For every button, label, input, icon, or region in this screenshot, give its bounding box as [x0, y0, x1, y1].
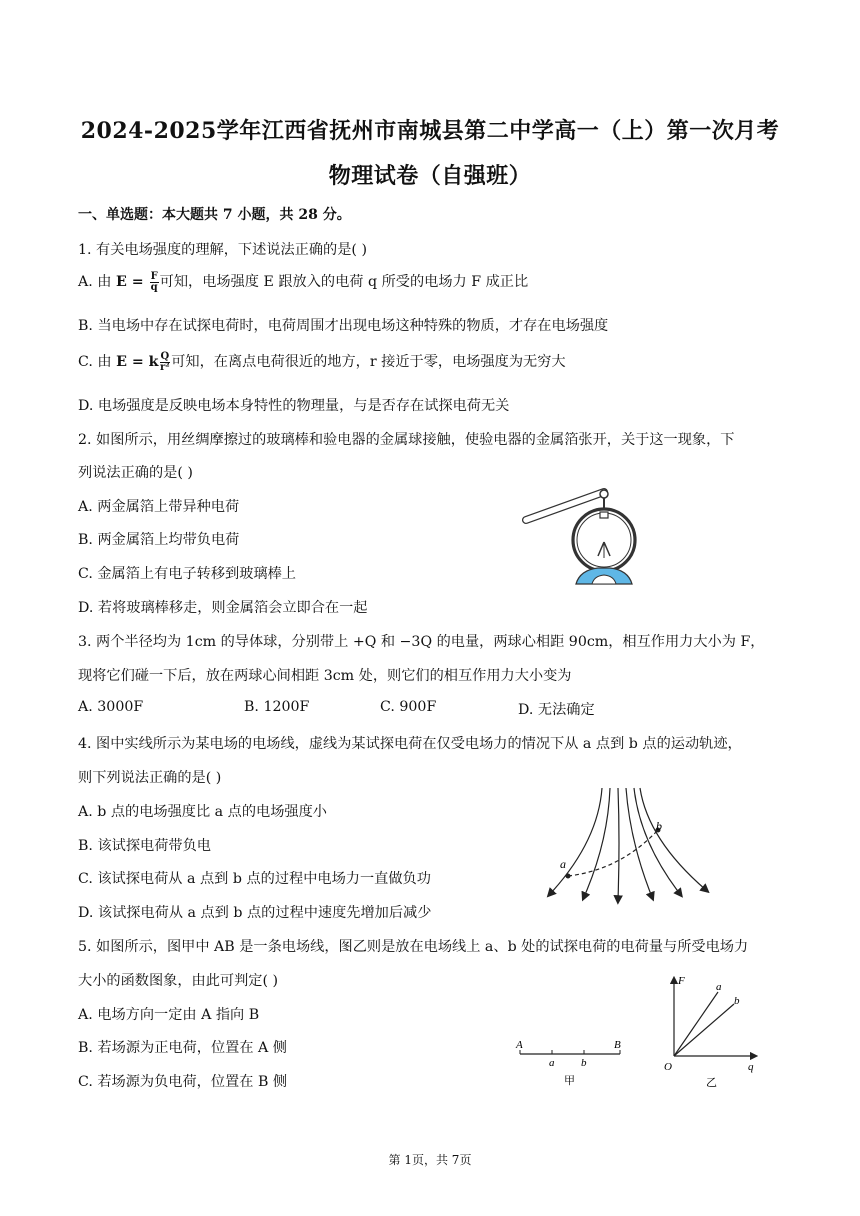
label-jia: 甲	[564, 1074, 575, 1087]
label-q: q	[748, 1061, 754, 1073]
q5-option-b: B. 若场源为正电荷，位置在 A 侧	[78, 1040, 287, 1056]
q3-option-a: A. 3000F	[78, 699, 144, 715]
q4-option-b: B. 该试探电荷带负电	[78, 838, 211, 854]
q2-stem-line1: 2. 如图所示，用丝绸摩擦过的玻璃棒和验电器的金属球接触，使验电器的金属箔张开，关于这一现象，下	[78, 432, 735, 448]
q1-c-prefix: C. 由	[78, 354, 117, 370]
q3-stem-line1: 3. 两个半径均为 1cm 的导体球，分别带上 +Q 和 −3Q 的电量，两球心相距 90cm，相互作用力大小为 F，	[78, 634, 765, 650]
q1-a-text: 可知，电场强度 E 跟放入的电荷 q 所受的电场力 F 成正比	[159, 274, 529, 290]
q1-a-prefix: A. 由	[78, 274, 116, 290]
q3-option-c: C. 900F	[380, 699, 437, 715]
q1-a-frac-den: q	[150, 281, 158, 293]
q5-stem-line1: 5. 如图所示，图甲中 AB 是一条电场线，图乙则是放在电场线上 a、b 处的试探电荷的电荷量与所受电场力	[78, 939, 749, 955]
page-footer: 第 1页，共 7页	[388, 1153, 472, 1167]
q1-c-frac-num: Q	[160, 350, 170, 362]
q3-option-b: B. 1200F	[244, 699, 310, 715]
exam-title-line2: 物理试卷（自强班）	[328, 163, 532, 189]
q4-stem-line2: 则下列说法正确的是( )	[78, 770, 222, 786]
q1-option-b: B. 当电场中存在试探电荷时，电荷周围才出现电场这种特殊的物质，才存在电场强度	[78, 318, 609, 334]
exam-title-line1: 2024-2025学年江西省抚州市南城县第二中学高一（上）第一次月考	[80, 118, 780, 144]
q5-option-a: A. 电场方向一定由 A 指向 B	[78, 1007, 260, 1023]
q5-stem-line2: 大小的函数图象，由此可判定( )	[78, 973, 279, 989]
label-a: a	[560, 857, 566, 871]
q4-stem-line1: 4. 图中实线所示为某电场的电场线，虚线为某试探电荷在仅受电场力的情况下从 a 点到 b 点的运动轨迹，	[78, 736, 742, 752]
field-lines-figure	[540, 782, 715, 907]
q4-option-d: D. 该试探电荷从 a 点到 b 点的过程中速度先增加后减少	[78, 905, 432, 921]
q1-a-frac-num: F	[150, 270, 158, 282]
q3-stem-line2: 现将它们碰一下后，放在两球心间相距 3cm 处，则它们的相互作用力大小变为	[78, 668, 572, 684]
q1-option-d: D. 电场强度是反映电场本身特性的物理量，与是否存在试探电荷无关	[78, 398, 510, 414]
figure-yi	[650, 970, 762, 1092]
q2-stem-line2: 列说法正确的是( )	[78, 465, 193, 481]
q1-stem: 1. 有关电场强度的理解，下述说法正确的是( )	[78, 242, 368, 258]
q1-option-c	[78, 351, 566, 373]
q2-option-c: C. 金属箔上有电子转移到玻璃棒上	[78, 566, 296, 582]
stopper	[600, 512, 608, 518]
label-yi: 乙	[706, 1076, 717, 1089]
q1-c-frac-den: r²	[160, 361, 170, 373]
q4-option-c: C. 该试探电荷从 a 点到 b 点的过程中电场力一直做负功	[78, 871, 431, 887]
q1-c-text: 可知，在离点电荷很近的地方，r 接近于零，电场强度为无穷大	[171, 354, 566, 370]
q2-option-b: B. 两金属箔上均带负电荷	[78, 532, 240, 548]
label-O: O	[664, 1061, 672, 1073]
label-a-pt: a	[549, 1057, 555, 1069]
label-B: B	[614, 1039, 621, 1051]
q4-option-a: A. b 点的电场强度比 a 点的电场强度小	[78, 804, 327, 820]
q1-option-a	[78, 271, 528, 293]
q1-c-fraction	[160, 352, 171, 373]
q3-option-d: D. 无法确定	[518, 702, 595, 718]
metal-ball	[600, 490, 608, 498]
label-A: A	[516, 1039, 523, 1051]
label-b-pt: b	[581, 1057, 587, 1069]
label-line-a: a	[716, 981, 722, 993]
q1-c-formula-lhs: E = k	[116, 354, 159, 370]
section-heading: 一、单选题：本大题共 7 小题，共 28 分。	[78, 207, 351, 223]
q2-option-a: A. 两金属箔上带异种电荷	[78, 499, 240, 515]
label-line-b: b	[734, 995, 740, 1007]
q2-option-d: D. 若将玻璃棒移走，则金属箔会立即合在一起	[78, 600, 368, 616]
q1-a-formula-lhs: E =	[115, 274, 149, 290]
figure-jia	[512, 1036, 632, 1092]
q1-a-fraction	[150, 272, 159, 293]
electroscope-figure	[518, 480, 648, 592]
electric-field-lines	[550, 788, 706, 900]
label-F: F	[678, 975, 685, 987]
label-b: b	[656, 819, 662, 833]
q5-option-c: C. 若场源为负电荷，位置在 B 侧	[78, 1074, 288, 1090]
point-a	[566, 874, 571, 879]
